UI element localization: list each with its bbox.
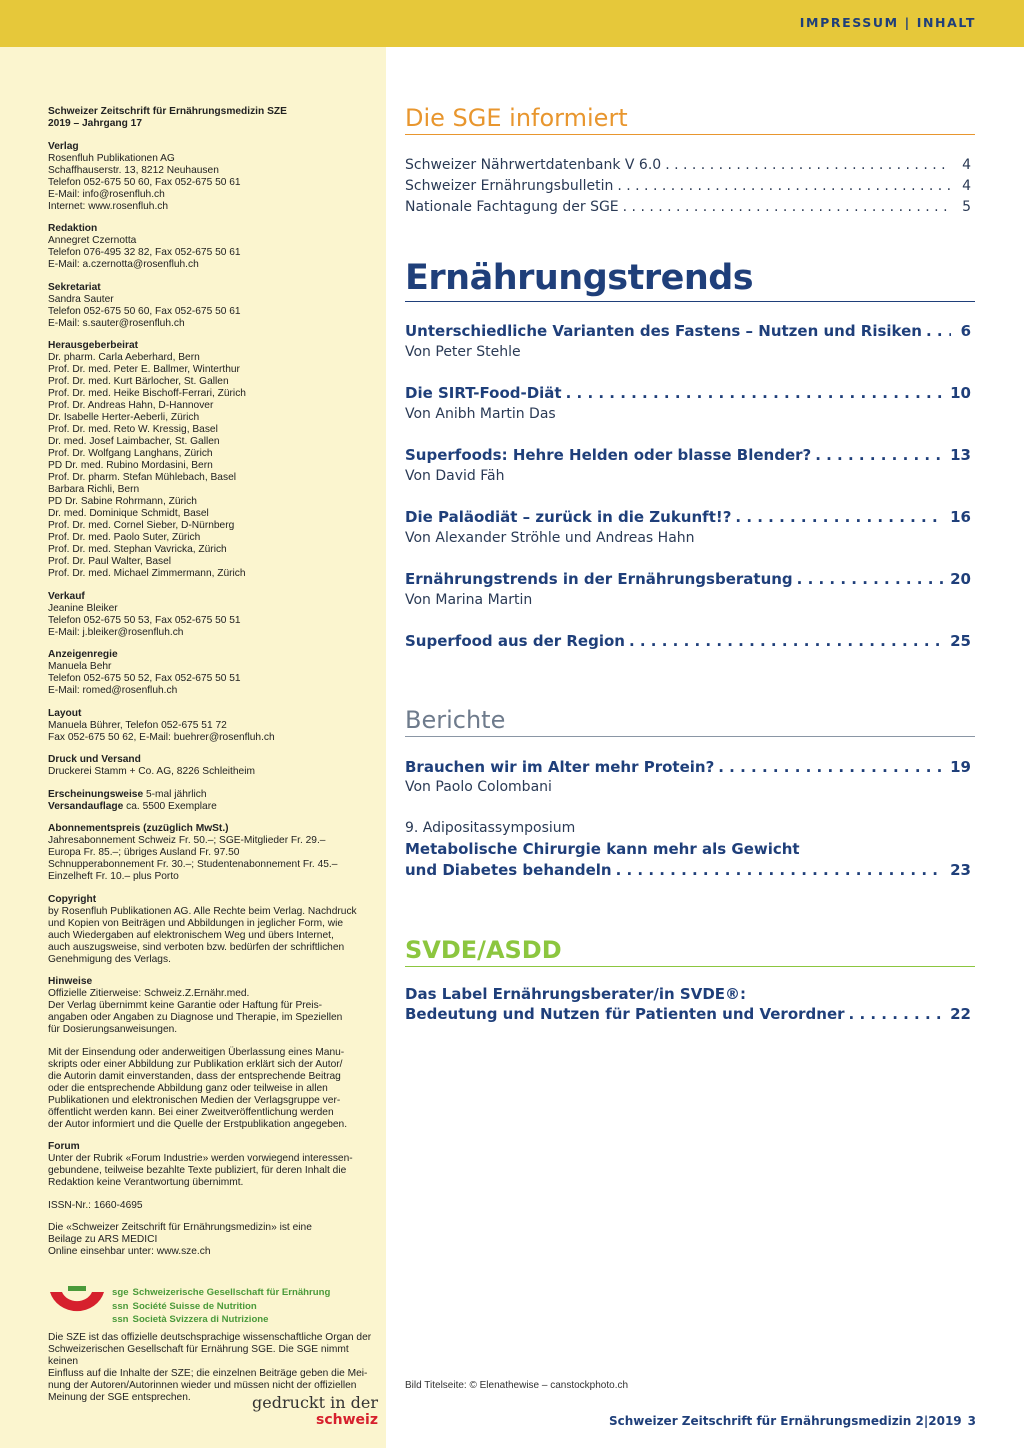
block-line: Jeanine Bleiker	[48, 602, 118, 614]
section-label: IMPRESSUM | INHALT	[799, 15, 976, 30]
anzeigen-block	[48, 649, 378, 697]
toc-item-page: 4	[962, 178, 971, 194]
block-line: Rosenfluh Publikationen AG	[48, 152, 175, 164]
journal-volume: 2019 – Jahrgang 17	[48, 118, 143, 129]
journal-block	[48, 106, 378, 130]
toc-item-title: Unterschiedliche Varianten des Fastens – Nutzen und Risiken	[405, 322, 922, 340]
block-heading: Layout	[48, 707, 82, 719]
block-line: und Kopien von Beiträgen und Abbildungen in jeglicher Form, wie	[48, 917, 344, 929]
block-line: Dr. pharm. Carla Aeberhard, Bern	[48, 352, 200, 363]
block-line: Prof. Dr. med. Stephan Vavricka, Zürich	[48, 544, 227, 555]
block-line: angaben oder Angaben zu Diagnose und Therapie, im Speziellen	[48, 1012, 343, 1023]
toc-item-page: 20	[950, 570, 971, 588]
section-title-berichte: Berichte	[405, 706, 506, 734]
toc-item-title: Ernährungstrends in der Ernährungsberatung	[405, 570, 793, 588]
block-line: gebundene, teilweise bezahlte Texte publiziert, für deren Inhalt die	[48, 1165, 347, 1176]
einsendung-block	[48, 1047, 378, 1131]
toc-item[interactable]	[405, 508, 971, 526]
hinweise-block	[48, 976, 378, 1036]
leader-dots	[629, 632, 944, 650]
sge-abbr-3: ssn	[112, 1314, 129, 1325]
toc-item-title: Superfood aus der Region	[405, 632, 625, 650]
block-line: Internet: www.rosenfluh.ch	[48, 200, 169, 212]
block-line: Einzelheft Fr. 10.– plus Porto	[48, 871, 179, 882]
sge-name-1: Schweizerische Gesellschaft für Ernährung	[132, 1287, 331, 1298]
block-heading: Forum	[48, 1141, 80, 1152]
block-line: auch Wiedergaben auf elektronischem Weg und übers Internet,	[48, 929, 334, 941]
divider-berichte	[405, 736, 975, 737]
block-line: Der Verlag übernimmt keine Garantie oder Haftung für Preis-	[48, 1000, 323, 1011]
toc-item-author: Von Paolo Colombani	[405, 779, 552, 795]
erscheinung-value: 5-mal jährlich	[143, 788, 207, 800]
toc-item-page: 19	[950, 758, 971, 776]
block-line: Telefon 076-495 32 82, Fax 052-675 50 61	[48, 247, 241, 258]
block-line: Schaffhauserstr. 13, 8212 Neuhausen	[48, 164, 219, 176]
toc-item-page: 23	[950, 861, 971, 879]
toc-item[interactable]	[405, 758, 971, 776]
toc-item-title-line1[interactable]: Das Label Ernährungsberater/in SVDE®:	[405, 985, 747, 1003]
block-heading: Copyright	[48, 893, 97, 905]
toc-item-title: Die Paläodiät – zurück in die Zukunft!?	[405, 508, 732, 526]
divider-svde	[405, 966, 975, 967]
block-line: E-Mail: a.czernotta@rosenfluh.ch	[48, 259, 199, 270]
gedruckt-line1: gedruckt in der	[252, 1393, 378, 1412]
toc-item-page: 22	[950, 1005, 971, 1023]
leader-dots	[718, 758, 944, 776]
block-line: Dr. Isabelle Herter-Aeberli, Zürich	[48, 412, 200, 423]
page-footer	[609, 1414, 976, 1428]
toc-item-page: 10	[950, 384, 971, 402]
sge-abbr-2: ssn	[112, 1300, 129, 1312]
toc-item-page: 16	[950, 508, 971, 526]
block-heading: Redaktion	[48, 223, 98, 234]
divider-sge	[405, 134, 975, 135]
leader-dots	[617, 178, 951, 194]
toc-item-page: 13	[950, 446, 971, 464]
forum-block	[48, 1141, 378, 1189]
toc-item-page: 25	[950, 632, 971, 650]
block-heading: Herausgeberbeirat	[48, 340, 139, 351]
block-line: Prof. Dr. Andreas Hahn, D-Hannover	[48, 400, 214, 411]
block-line: Druckerei Stamm + Co. AG, 8226 Schleitheim	[48, 766, 255, 777]
toc-item-title: Schweizer Ernährungsbulletin	[405, 178, 614, 194]
block-line: Prof. Dr. med. Paolo Suter, Zürich	[48, 532, 201, 543]
block-line: Fax 052-675 50 62, E-Mail: buehrer@rosenfluh.ch	[48, 731, 275, 743]
leader-dots	[849, 1005, 945, 1023]
block-line: Prof. Dr. med. Michael Zimmermann, Zürich	[48, 568, 246, 579]
image-credit: Bild Titelseite: © Elenathewise – canstockphoto.ch	[405, 1380, 629, 1391]
toc-item-title: Brauchen wir im Alter mehr Protein?	[405, 758, 715, 776]
block-heading: Anzeigenregie	[48, 649, 118, 660]
section-title-sge: Die SGE informiert	[405, 104, 628, 132]
gedruckt-line2: schweiz	[316, 1412, 378, 1428]
leader-dots	[566, 384, 945, 402]
block-line: Schweizerischen Gesellschaft für Ernährung SGE. Die SGE nimmt keinen	[48, 1344, 349, 1367]
block-line: für Dosierungsanweisungen.	[48, 1024, 178, 1035]
toc-item-kicker: 9. Adipositassymposium	[405, 820, 576, 836]
block-heading: Verkauf	[48, 590, 85, 602]
block-heading: Abonnementspreis (zuzüglich MwSt.)	[48, 823, 229, 834]
toc-item[interactable]	[405, 178, 971, 194]
toc-item-title: Die SIRT-Food-Diät	[405, 384, 562, 402]
toc-item[interactable]	[405, 1005, 971, 1023]
block-line: der Autor informiert und die Quelle der Erstpublikation angegeben.	[48, 1118, 348, 1130]
toc-item[interactable]	[405, 384, 971, 402]
block-line: Annegret Czernotta	[48, 235, 137, 246]
block-line: E-Mail: s.sauter@rosenfluh.ch	[48, 317, 185, 329]
auflage-value: ca. 5500 Exemplare	[123, 800, 217, 812]
leader-dots	[665, 157, 951, 173]
block-line: E-Mail: romed@rosenfluh.ch	[48, 685, 178, 696]
toc-item[interactable]	[405, 157, 971, 173]
sge-name-2: Société Suisse de Nutrition	[132, 1300, 257, 1312]
block-line: Sandra Sauter	[48, 293, 114, 305]
toc-item-page: 5	[962, 199, 971, 215]
block-line: auch auszugsweise, sind verboten bzw. bedürfen der schriftlichen	[48, 941, 345, 953]
sge-abbr-1: sge	[112, 1287, 129, 1298]
block-line: Telefon 052-675 50 53, Fax 052-675 50 51	[48, 614, 241, 626]
leader-dots	[926, 322, 951, 340]
footer-journal: Schweizer Zeitschrift für Ernährungsmedizin 2|2019	[608, 1414, 962, 1428]
toc-item[interactable]	[405, 446, 971, 464]
toc-item-author: Von Anibh Martin Das	[405, 406, 556, 422]
leader-dots	[797, 570, 944, 588]
section-title-svde: SVDE/ASDD	[405, 936, 562, 964]
block-line: Mit der Einsendung oder anderweitigen Überlassung eines Manu-	[48, 1046, 345, 1058]
block-heading: Druck und Versand	[48, 754, 141, 765]
leader-dots	[815, 446, 944, 464]
gedruckt-logo	[234, 1394, 378, 1428]
toc-item-title: Schweizer Nährwertdatenbank V 6.0	[405, 157, 662, 173]
redaktion-block	[48, 223, 378, 271]
block-line: Offizielle Zitierweise: Schweiz.Z.Ernähr.med.	[48, 988, 250, 999]
beilage-block	[48, 1222, 378, 1258]
toc-item-author: Von David Fäh	[405, 468, 505, 484]
block-line: Publikationen und elektronischen Medien der Verlagsgruppe ver-	[48, 1094, 341, 1106]
toc-item[interactable]	[405, 632, 971, 650]
toc-item-author: Von Alexander Ströhle und Andreas Hahn	[405, 530, 695, 546]
block-line: by Rosenfluh Publikationen AG. Alle Rechte beim Verlag. Nachdruck	[48, 905, 357, 917]
block-line: Barbara Richli, Bern	[48, 484, 140, 495]
block-line: Prof. Dr. med. Kurt Bärlocher, St. Gallen	[48, 376, 229, 387]
druck-block	[48, 754, 378, 778]
toc-item-page: 6	[960, 322, 971, 340]
block-heading: Hinweise	[48, 976, 93, 987]
toc-item-page: 4	[962, 157, 971, 173]
block-line: skripts oder einer Abbildung zur Publikation erklärt sich der Autor/	[48, 1058, 343, 1070]
block-line: die Autorin damit einverstanden, dass der entsprechende Beitrag	[48, 1070, 341, 1082]
block-line: Europa Fr. 85.–; übriges Ausland Fr. 97.50	[48, 847, 240, 858]
block-line: Dr. med. Dominique Schmidt, Basel	[48, 508, 209, 519]
leader-dots	[735, 508, 944, 526]
copyright-block	[48, 894, 378, 966]
auflage-label: Versandauflage	[48, 800, 124, 812]
block-line: Online einsehbar unter: www.sze.ch	[48, 1246, 211, 1257]
sge-names	[112, 1286, 330, 1327]
block-line: Prof. Dr. med. Reto W. Kressig, Basel	[48, 424, 218, 435]
verlag-block	[48, 141, 378, 213]
erscheinung-block	[48, 789, 378, 813]
block-line: Prof. Dr. pharm. Stefan Mühlebach, Basel	[48, 472, 236, 483]
block-line: Die SZE ist das offizielle deutschsprachige wissenschaftliche Organ der	[48, 1332, 372, 1343]
section-title-trends: Ernährungstrends	[405, 258, 754, 298]
block-line: oder die entsprechende Abbildung ganz oder teilweise in allen	[48, 1082, 328, 1094]
block-heading: Sekretariat	[48, 281, 101, 293]
block-line: PD Dr. Sabine Rohrmann, Zürich	[48, 496, 197, 507]
block-line: E-Mail: info@rosenfluh.ch	[48, 188, 165, 200]
toc-item-title: Superfoods: Hehre Helden oder blasse Blender?	[405, 446, 812, 464]
toc-item[interactable]	[405, 199, 971, 215]
block-line: Jahresabonnement Schweiz Fr. 50.–; SGE-Mitglieder Fr. 29.–	[48, 835, 326, 846]
layout-block	[48, 708, 378, 744]
toc-item-title: Nationale Fachtagung der SGE	[405, 199, 619, 215]
block-line: Dr. med. Josef Laimbacher, St. Gallen	[48, 436, 220, 447]
page-number: 3	[967, 1414, 976, 1428]
toc-item[interactable]	[405, 322, 971, 340]
abo-block	[48, 823, 378, 883]
divider-trends	[405, 301, 975, 302]
block-line: Schnupperabonnement Fr. 30.–; Studentenabonnement Fr. 45.–	[48, 859, 338, 870]
beirat-block	[48, 340, 378, 580]
block-line: Die «Schweizer Zeitschrift für Ernährungsmedizin» ist eine	[48, 1222, 312, 1233]
toc-item-title-line1[interactable]: Metabolische Chirurgie kann mehr als Gewicht	[405, 840, 800, 858]
block-line: Prof. Dr. Paul Walter, Basel	[48, 556, 172, 567]
block-heading: Verlag	[48, 140, 79, 152]
block-line: Telefon 052-675 50 60, Fax 052-675 50 61	[48, 176, 241, 188]
header-bar	[0, 0, 1024, 47]
block-line: Redaktion keine Verantwortung übernimmt.	[48, 1177, 244, 1188]
block-line: PD Dr. med. Rubino Mordasini, Bern	[48, 460, 213, 471]
toc-item[interactable]	[405, 570, 971, 588]
toc-item-author: Von Peter Stehle	[405, 344, 521, 360]
verkauf-block	[48, 591, 378, 639]
block-line: nung der Autoren/Autorinnen wieder und müssen nicht der offiziellen	[48, 1380, 357, 1391]
block-line: Beilage zu ARS MEDICI	[48, 1234, 158, 1245]
leader-dots	[616, 861, 945, 879]
impressum-column	[48, 106, 378, 1269]
journal-name: Schweizer Zeitschrift für Ernährungsmedizin SZE	[48, 106, 287, 117]
sge-logo-icon	[48, 1286, 108, 1328]
erscheinung-label: Erscheinungsweise	[48, 788, 144, 800]
toc-item-title-line2: und Diabetes behandeln	[405, 861, 612, 879]
block-line: Prof. Dr. med. Heike Bischoff-Ferrari, Zürich	[48, 388, 246, 399]
issn: ISSN-Nr.: 1660-4695	[48, 1199, 143, 1211]
toc-item-author: Von Marina Martin	[405, 592, 533, 608]
block-line: Genehmigung des Verlags.	[48, 953, 171, 965]
block-line: Prof. Dr. med. Cornel Sieber, D-Nürnberg	[48, 520, 235, 531]
toc-item[interactable]	[405, 861, 971, 879]
toc-item-title-line2: Bedeutung und Nutzen für Patienten und Verordner	[405, 1005, 845, 1023]
block-line: Manuela Behr	[48, 661, 112, 672]
sge-name-3: Società Svizzera di Nutrizione	[132, 1314, 269, 1325]
block-line: E-Mail: j.bleiker@rosenfluh.ch	[48, 626, 184, 638]
block-line: Unter der Rubrik «Forum Industrie» werden vorwiegend interessen-	[48, 1153, 353, 1164]
leader-dots	[623, 199, 951, 215]
block-line: Prof. Dr. med. Peter E. Ballmer, Winterthur	[48, 364, 240, 375]
block-line: Einfluss auf die Inhalte der SZE; die einzelnen Beiträge geben die Mei-	[48, 1368, 368, 1379]
sekretariat-block	[48, 282, 378, 330]
block-line: öffentlicht werden kann. Bei einer Zweitveröffentlichung werden	[48, 1106, 334, 1118]
block-line: Manuela Bührer, Telefon 052-675 51 72	[48, 719, 227, 731]
block-line: Telefon 052-675 50 52, Fax 052-675 50 51	[48, 673, 241, 684]
block-line: Meinung der SGE entsprechen.	[48, 1392, 191, 1403]
block-line: Prof. Dr. Wolfgang Langhans, Zürich	[48, 448, 213, 459]
block-line: Telefon 052-675 50 60, Fax 052-675 50 61	[48, 305, 241, 317]
